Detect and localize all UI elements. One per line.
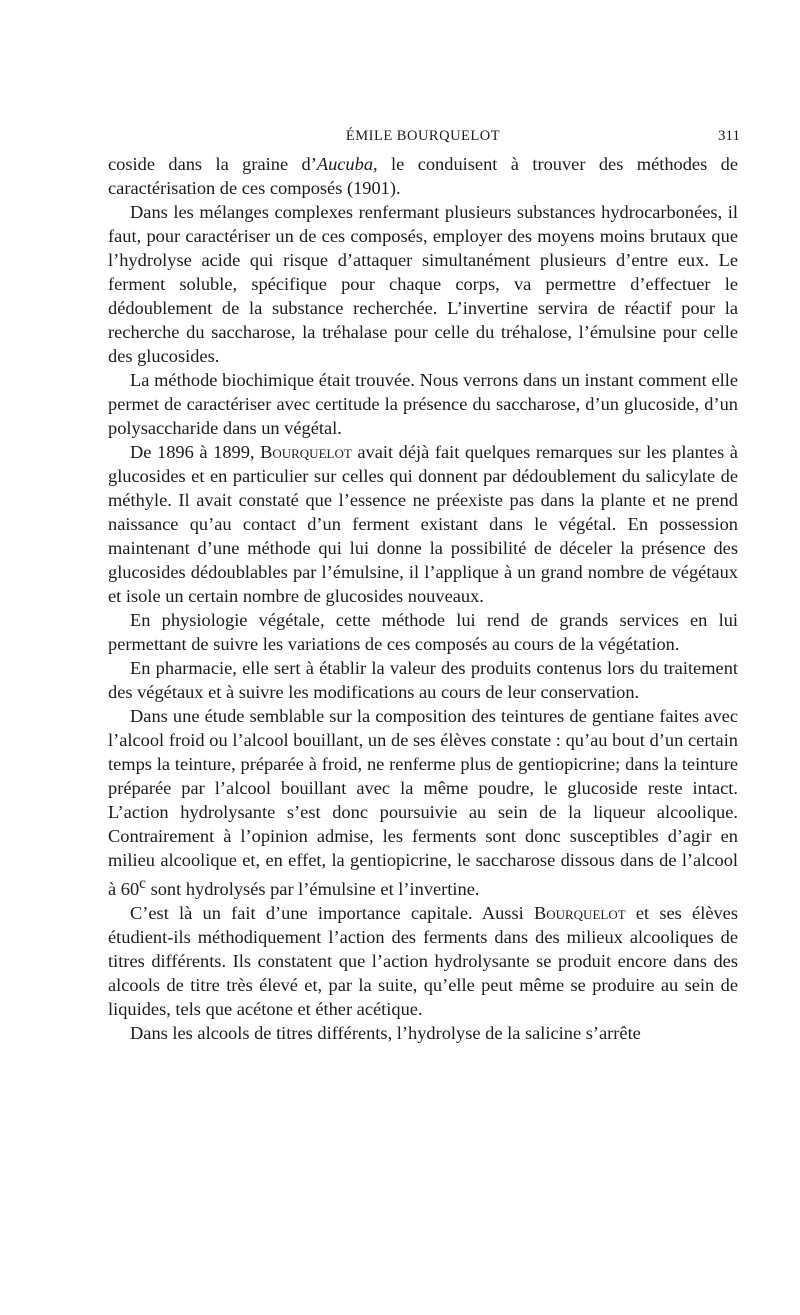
paragraph	[108, 656, 738, 704]
text-run: La méthode biochimique était trouvée. Nous verrons dans un instant comment elle permet de caractériser avec certitude la présence du saccharose, d’un glucoside, d’un polysaccharide dans un végétal.	[108, 370, 738, 438]
author-name: Bourquelot	[260, 442, 352, 462]
italic-text: Aucuba	[316, 154, 374, 174]
paragraph	[108, 368, 738, 440]
text-run: Dans les alcools de titres différents, l’hydrolyse de la salicine s’arrête	[130, 1023, 641, 1044]
text-run: et ses élèves étudient-ils méthodiquement l’action des ferments dans des milieux alcooliques de titres différents. Ils constatent que l’action hydrolysante se produit encore dans des alcools de titre très élevé et, par la suite, qu’elle peut même se produire au sein de liquides, tels que acétone et éther acétique.	[108, 903, 738, 1020]
text-run: sont hydrolysés par l’émulsine et l’invertine.	[145, 879, 480, 900]
paragraph	[108, 152, 738, 200]
text-run: Dans une étude semblable sur la composition des teintures de gentiane faites avec l’alcool froid ou l’alcool bouillant, un de ses élèves constate : qu’au bout d’un certain temps la teinture, préparée à froid, ne renferme plus de gentiopicrine; dans la teinture préparée par l’alcool bouillant avec la même poudre, le glucoside reste intact. L’action hydrolysante s’est donc poursuivie au sein de la liqueur alcoolique. Contrairement à l’opinion admise, les ferments sont donc susceptibles d’agir en milieu alcoolique et, en effet, la gentiopicrine, le saccharose dissous dans de l’alcool à 60	[108, 706, 738, 900]
text-run: coside dans la graine d’	[108, 154, 317, 174]
paragraph	[108, 1021, 738, 1045]
paragraph	[108, 200, 738, 368]
paragraph	[108, 704, 738, 901]
running-title: ÉMILE BOURQUELOT	[345, 128, 501, 144]
paragraph	[108, 901, 738, 1021]
book-page	[108, 124, 738, 1045]
body-text	[108, 152, 738, 1045]
author-name: Bourquelot	[533, 903, 626, 924]
paragraph	[108, 608, 738, 656]
paragraph	[108, 440, 738, 608]
text-run: avait déjà fait quelques remarques sur les plantes à glucosides et en particulier sur celles qui donnent par dédoublement du salicylate de méthyle. Il avait constaté que l’essence ne préexiste pas dans la plante et ne prend naissance qu’au contact d’un ferment existant dans le végétal. En possession maintenant d’une méthode qui lui donne la possibilité de déceler la présence des glucosides dédoublables par l’émulsine, il l’applique à un grand nombre de végétaux et isole un certain nombre de glucosides nouveaux.	[108, 442, 738, 606]
running-head	[108, 124, 738, 148]
text-run: En pharmacie, elle sert à établir la valeur des produits contenus lors du traitement des végétaux et à suivre les modifications au cours de leur conservation.	[108, 658, 738, 702]
text-run: De 1896 à 1899,	[130, 442, 261, 462]
text-run: , le conduisent à trouver des méthodes de caractérisation de ces composés (1901).	[108, 154, 739, 198]
text-run: En physiologie végétale, cette méthode lui rend de grands services en lui permettant de suivre les variations de ces composés au cours de la végétation.	[108, 610, 738, 654]
page-number: 311	[718, 128, 740, 144]
text-run: C’est là un fait d’une importance capitale. Aussi	[130, 903, 534, 924]
superscript: c	[139, 875, 146, 892]
text-run: Dans les mélanges complexes renfermant plusieurs substances hydrocarbonées, il faut, pour caractériser un de ces composés, employer des moyens moins brutaux que l’hydrolyse acide qui risque d’attaquer simultanément plusieurs d’entre eux. Le ferment soluble, spécifique pour chaque corps, va permettre d’effectuer le dédoublement de la substance recherchée. L’invertine servira de réactif pour la recherche du saccharose, la tréhalase pour celle du tréhalose, l’émulsine pour celle des glucosides.	[108, 202, 738, 366]
